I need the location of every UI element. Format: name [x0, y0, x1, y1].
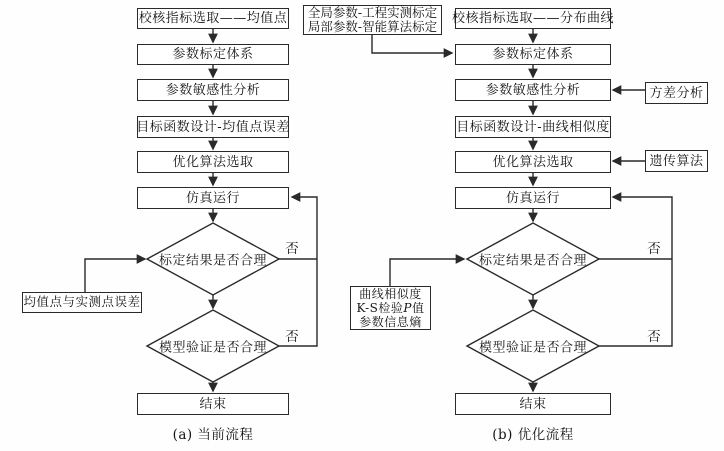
node-right-objective-design: 目标函数设计-曲线相似度: [455, 116, 611, 138]
node-left-algorithm-select: 优化算法选取: [137, 151, 289, 173]
metrics-note-line-2: K-S检验P值: [356, 301, 425, 315]
right-no-label-2: 否: [647, 329, 661, 345]
p-value-symbol: P: [403, 301, 412, 315]
node-right-end: 结束: [455, 393, 611, 415]
node-right-calibration-system: 参数标定体系: [455, 44, 611, 65]
right-no-label-1: 否: [647, 241, 661, 257]
node-left-indicator-select: 校核指标选取——均值点: [137, 8, 289, 29]
node-genetic-algorithm: 遗传算法: [645, 150, 708, 172]
node-left-error-note: 均值点与实测点误差: [22, 292, 142, 313]
node-left-calibration-system: 参数标定体系: [137, 44, 289, 65]
node-left-end: 结束: [137, 393, 289, 415]
node-left-calibration-check-label: 标定结果是否合理: [158, 253, 268, 269]
node-left-model-check-label: 模型验证是否合理: [158, 340, 268, 356]
node-parameter-note: [303, 5, 442, 35]
metrics-note-line-3: 参数信息熵: [359, 315, 422, 329]
node-right-simulation-run: 仿真运行: [455, 187, 611, 209]
left-no-label-1: 否: [285, 241, 299, 257]
node-right-indicator-select: 校核指标选取——分布曲线: [455, 8, 611, 29]
node-left-sensitivity-analysis: 参数敏感性分析: [137, 79, 289, 101]
parameter-note-line-2: 局部参数-智能算法标定: [307, 19, 438, 34]
node-right-algorithm-select: 优化算法选取: [455, 151, 611, 173]
parameter-note-line-1: 全局参数-工程实测标定: [307, 4, 438, 20]
node-left-objective-design: 目标函数设计-均值点误差: [137, 116, 289, 138]
node-metrics-note: [350, 286, 431, 330]
node-right-sensitivity-analysis: 参数敏感性分析: [455, 79, 611, 101]
metrics-note-line-1: 曲线相似度: [359, 287, 422, 301]
right-chart-caption: (b) 优化流程: [492, 427, 574, 443]
node-right-calibration-check-label: 标定结果是否合理: [478, 253, 588, 269]
left-chart-caption: (a) 当前流程: [172, 427, 254, 443]
left-no-label-2: 否: [285, 329, 299, 345]
node-right-model-check-label: 模型验证是否合理: [478, 340, 588, 356]
node-variance-analysis: 方差分析: [645, 82, 708, 104]
node-left-simulation-run: 仿真运行: [137, 187, 289, 209]
